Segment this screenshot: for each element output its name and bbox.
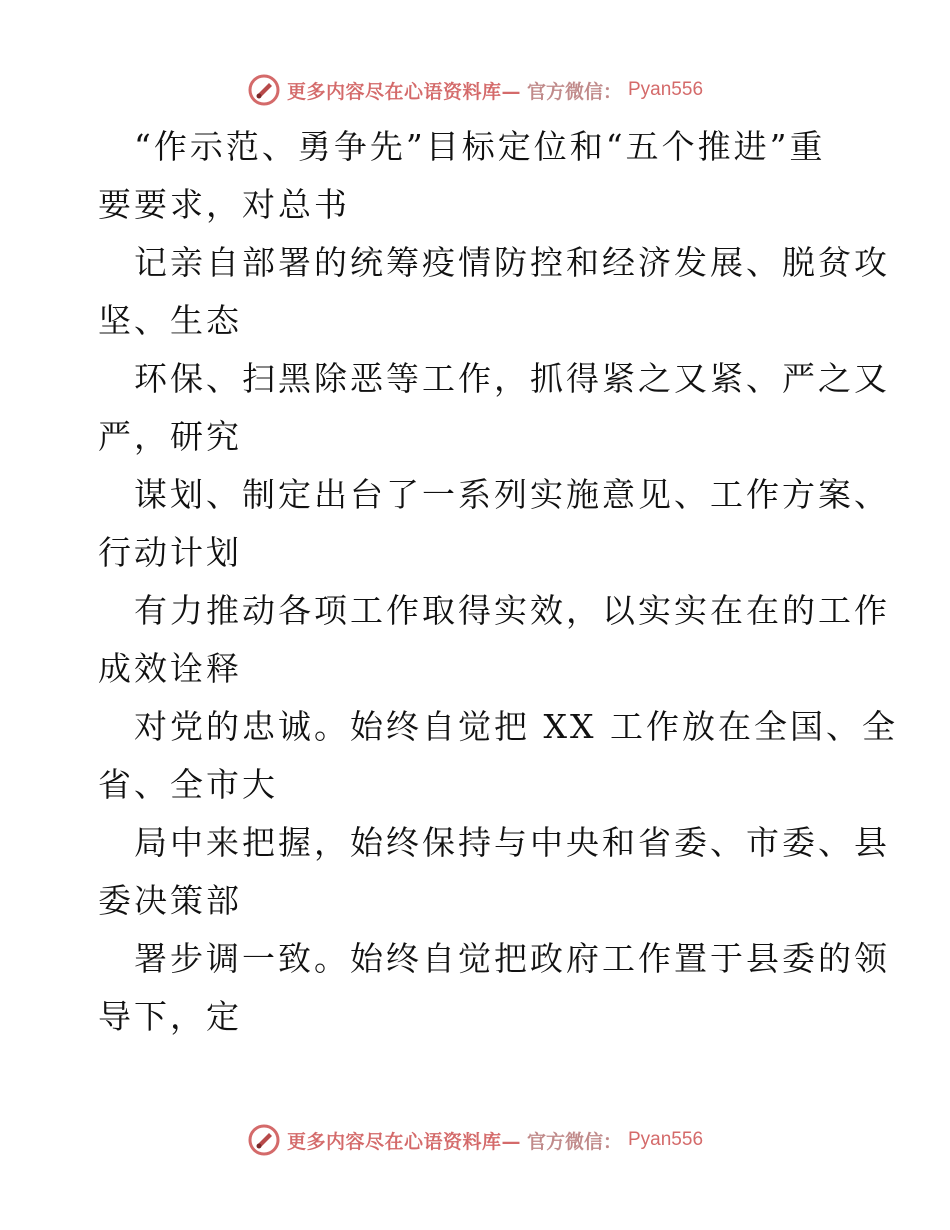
brand-logo-icon [247,1123,281,1157]
brand-logo-icon [247,73,281,107]
watermark-wechat-id: Pyan556 [628,79,704,100]
text-line: 记亲自部署的统筹疫情防控和经济发展、脱贫攻 [134,243,890,282]
text-line: 对党的忠诚。始终自觉把 XX 工作放在全国、全 [134,707,898,746]
footer-watermark [0,1120,950,1160]
text-line: 局中来把握，始终保持与中央和省委、市委、县 [134,823,890,862]
text-line: 委决策部 [98,881,242,920]
watermark-wechat-label: 官方微信： [526,80,622,103]
text-line: 成效诠释 [98,649,242,688]
text-line: 署步调一致。始终自觉把政府工作置于县委的领 [134,939,890,978]
document-body [98,118,898,1046]
text-line: 环保、扫黑除恶等工作，抓得紧之又紧、严之又 [134,359,890,398]
text-line: 严，研究 [98,417,242,456]
watermark-wechat-id: Pyan556 [628,1129,704,1150]
text-line: 省、全市大 [98,765,278,804]
watermark-text: 更多内容尽在心语资料库— [286,1130,521,1153]
text-line: 要要求，对总书 [98,185,350,224]
text-line: 有力推动各项工作取得实效，以实实在在的工作 [134,591,890,630]
text-line: 导下，定 [98,997,242,1036]
text-line: 坚、生态 [98,301,242,340]
watermark-text: 更多内容尽在心语资料库— [286,80,521,103]
text-line: “作示范、勇争先”目标定位和“五个推进”重 [134,127,826,166]
text-line: 行动计划 [98,533,242,572]
header-watermark [0,70,950,110]
text-line: 谋划、制定出台了一系列实施意见、工作方案、 [134,475,890,514]
watermark-wechat-label: 官方微信： [526,1130,622,1153]
